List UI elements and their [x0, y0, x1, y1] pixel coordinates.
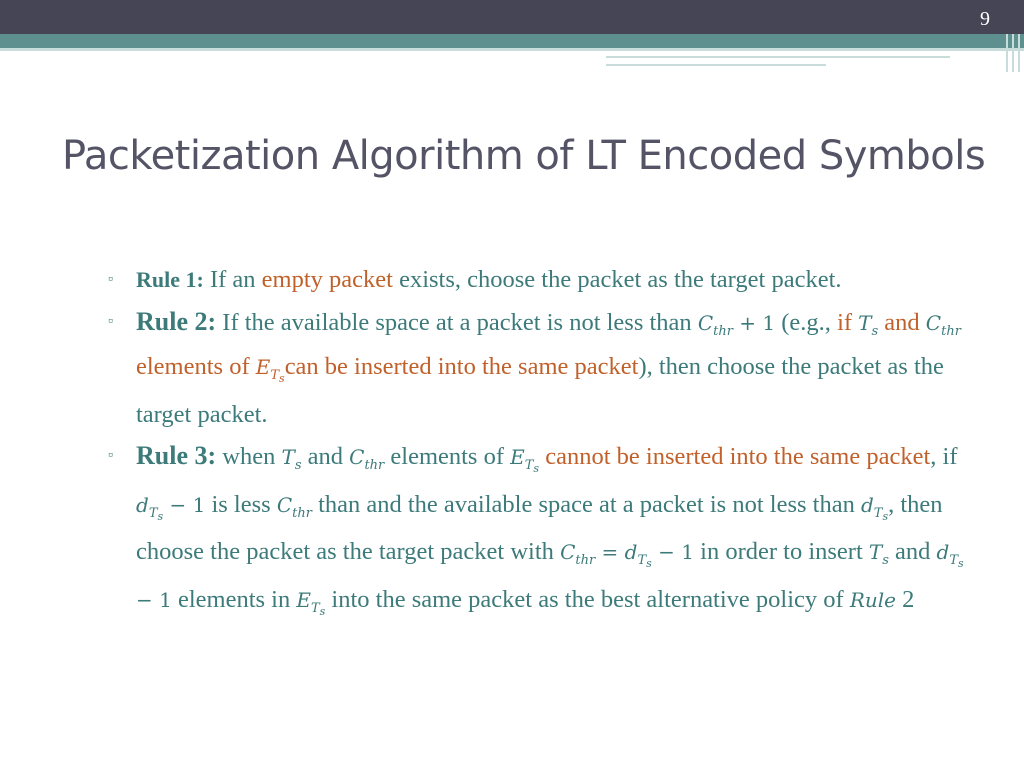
rule-3-name: Rule 3: [136, 441, 217, 470]
rule-3-text: into the same packet as the best alternative policy of [325, 585, 850, 613]
rule-3-text: is less [205, 490, 277, 518]
e-ts-symbol: $E_{T_s}$ [255, 355, 285, 385]
rule-2-text: (e.g., [775, 308, 838, 336]
decorative-line [0, 48, 1024, 51]
rule-number: 2 [896, 585, 915, 613]
c-thr-symbol: $C_{thr}$ [925, 310, 961, 339]
rule-3-highlight: cannot be inserted into the same packet [539, 443, 931, 470]
rule-3-text: elements of [384, 443, 511, 470]
rule-1 [108, 262, 968, 298]
c-thr-symbol: $C_{thr}$ [276, 492, 312, 521]
minus-one: − 1 [651, 540, 695, 564]
rule-2-text: If the available space at a packet is not less than [216, 308, 698, 336]
rule-word: Rule [849, 587, 896, 612]
c-thr-symbol: $C_{thr}$ [697, 310, 733, 339]
rule-2-name: Rule 2: [136, 306, 217, 336]
t-s-symbol: $T_s$ [868, 540, 889, 568]
c-thr-symbol: $C_{thr}$ [560, 540, 596, 568]
decorative-line [606, 64, 826, 66]
rule-3-text: , then choose the packet as the target packet with [136, 490, 943, 565]
d-ts-symbol: $d_{T_s}$ [136, 492, 164, 523]
equals-sign: = [595, 540, 625, 564]
square-bullet-icon: ▫ [108, 272, 113, 287]
rule-3-text: in order to insert [694, 538, 869, 565]
rule-1-text: If an [203, 266, 262, 293]
rule-2 [108, 304, 968, 433]
d-ts-symbol: $d_{T_s}$ [624, 540, 652, 570]
t-s-symbol: $T_s$ [281, 445, 302, 473]
rule-2-highlight: elements of [136, 353, 256, 380]
decorative-line [1018, 34, 1020, 72]
rule-3 [108, 438, 968, 629]
slide-number: 9 [980, 8, 990, 30]
minus-one: − 1 [163, 492, 206, 517]
square-bullet-icon: ▫ [108, 448, 113, 463]
rule-3-text: elements in [171, 585, 297, 613]
rule-3-text: than and the available space at a packet is not less than [311, 490, 861, 518]
rule-2-highlight: and [878, 308, 926, 336]
slide-title: Packetization Algorithm of LT Encoded Symbols [62, 133, 986, 179]
d-ts-symbol: $d_{T_s}$ [860, 492, 889, 523]
decorative-line [606, 56, 950, 58]
header-band [0, 0, 1024, 34]
rule-2-highlight: if [837, 308, 859, 336]
accent-band [0, 34, 1024, 48]
rule-3-text: and [888, 538, 937, 565]
plus-one: + 1 [732, 310, 776, 335]
e-ts-symbol: $E_{T_s}$ [510, 445, 540, 475]
decorative-line [1006, 34, 1008, 72]
c-thr-symbol: $C_{thr}$ [349, 445, 385, 473]
rule-3-text: when [216, 443, 282, 470]
rule-1-name: Rule 1: [136, 267, 204, 292]
rule-3-text: , if [930, 443, 958, 470]
d-ts-symbol: $d_{T_s}$ [936, 540, 964, 570]
minus-one: − 1 [136, 587, 172, 612]
e-ts-symbol: $E_{T_s}$ [296, 587, 326, 618]
rule-2-highlight: can be inserted into the same packet [284, 353, 639, 380]
rule-1-highlight: empty packet [261, 266, 393, 293]
rule-3-text: and [301, 443, 350, 470]
rule-1-text: exists, choose the packet as the target packet. [392, 266, 842, 293]
rule-list [108, 262, 968, 635]
decorative-line [1012, 34, 1014, 72]
rule-2-text: ), then choose the packet as the target packet. [136, 353, 944, 428]
square-bullet-icon: ▫ [108, 313, 113, 329]
t-s-symbol: $T_s$ [858, 310, 879, 339]
